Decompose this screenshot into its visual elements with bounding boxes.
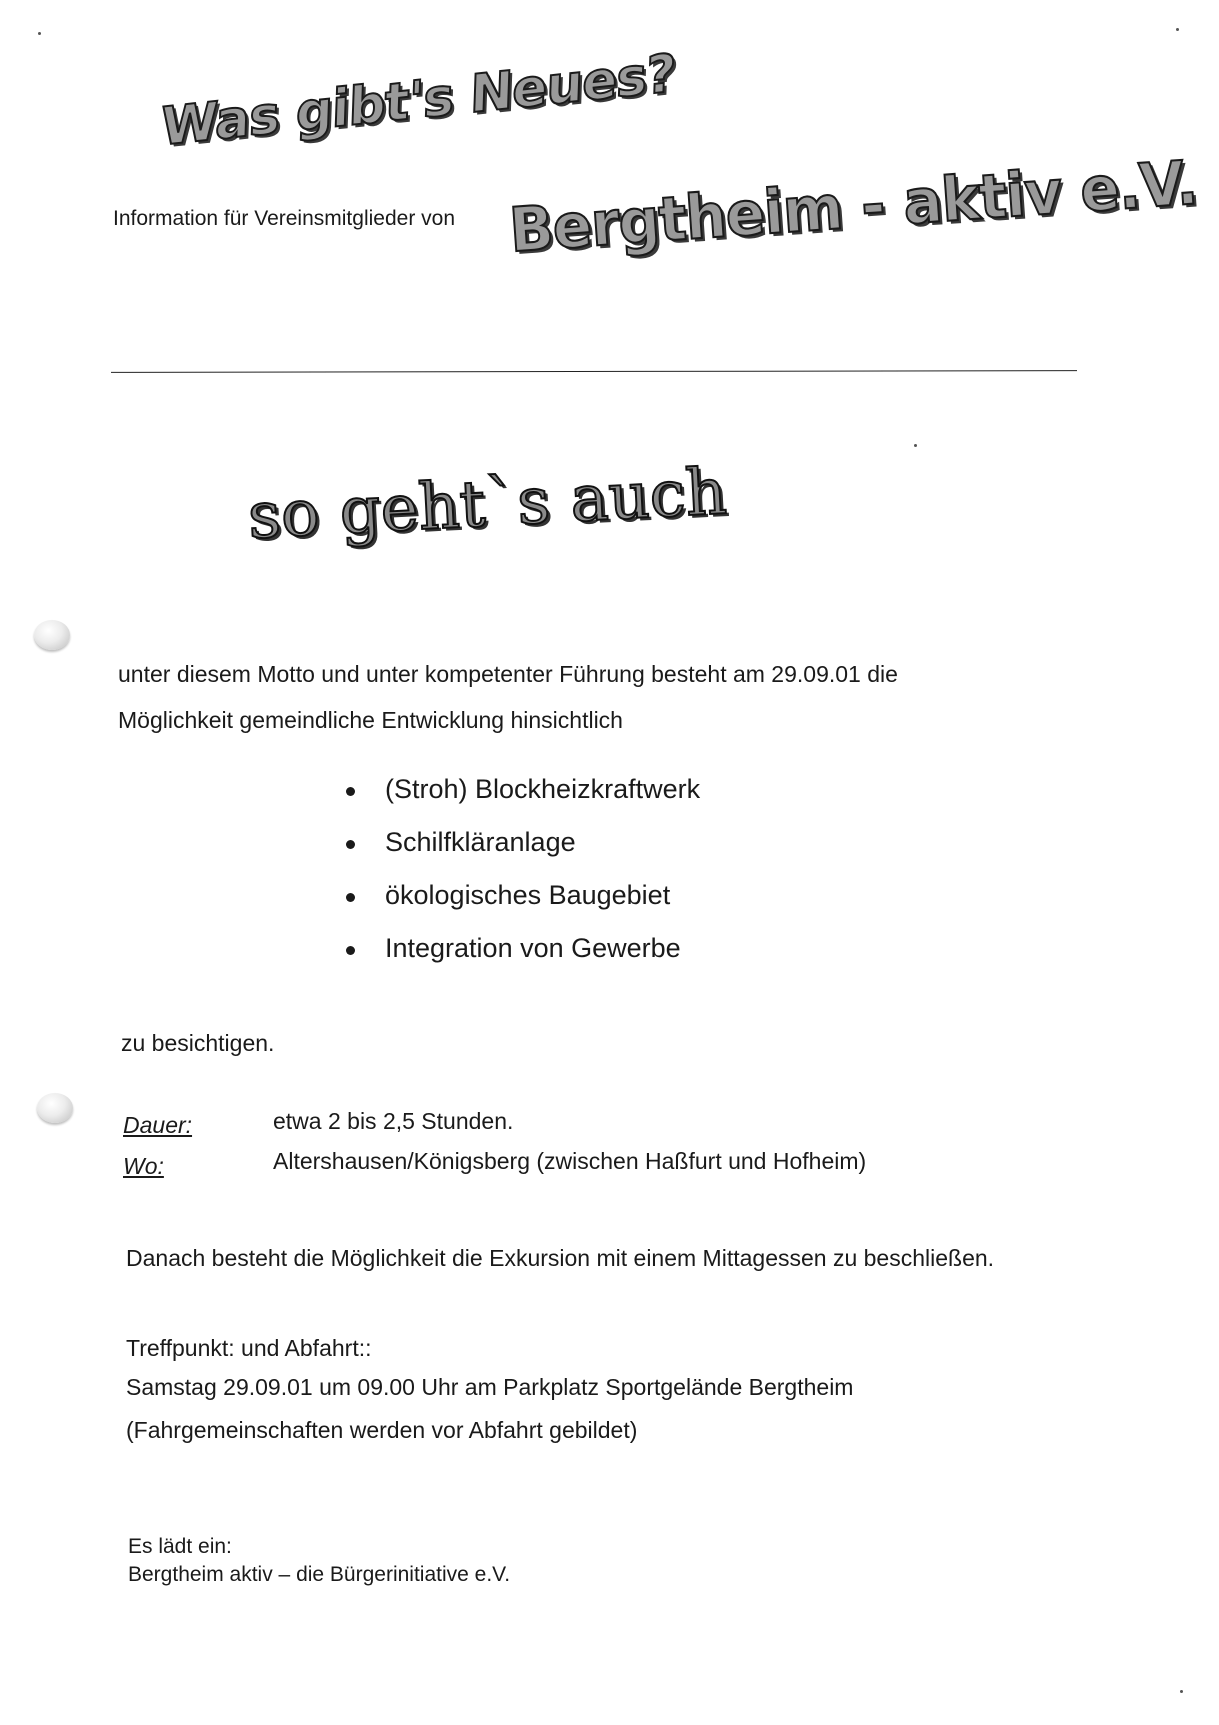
masthead-title: Was gibt's Neues? [160, 43, 677, 159]
carpool-note: (Fahrgemeinschaften werden vor Abfahrt gebildet) [126, 1417, 638, 1443]
intro-line: unter diesem Motto und unter kompetenter Führung besteht am 29.09.01 die [118, 661, 898, 687]
duration-label: Dauer: [123, 1112, 193, 1138]
header-divider [111, 370, 1077, 373]
list-item: Integration von Gewerbe [345, 933, 700, 986]
newsletter-subtitle: Information für Vereinsmitglieder von [113, 207, 455, 230]
punch-hole [37, 1093, 73, 1123]
organization-name: Bergtheim - aktiv e.V. [507, 146, 1200, 266]
topic-list [345, 774, 700, 986]
scan-speck [914, 444, 917, 447]
location-value: Altershausen/Königsberg (zwischen Haßfurt und Hofheim) [273, 1148, 867, 1174]
duration-value: etwa 2 bis 2,5 Stunden. [273, 1108, 514, 1134]
scan-speck [1176, 28, 1179, 31]
punch-hole [34, 620, 70, 650]
scan-speck [38, 32, 41, 35]
list-item: ökologisches Baugebiet [345, 880, 700, 933]
lunch-note: Danach besteht die Möglichkeit die Exkursion mit einem Mittagessen zu beschließen. [126, 1245, 995, 1271]
invitation-line: Es lädt ein: [128, 1535, 232, 1558]
list-item: (Stroh) Blockheizkraftwerk [345, 774, 700, 827]
invitation-signature: Bergtheim aktiv – die Bürgerinitiative e.V. [128, 1563, 511, 1586]
closing-phrase: zu besichtigen. [121, 1030, 275, 1056]
list-item: Schilfkläranlage [345, 827, 700, 880]
scan-speck [1180, 1690, 1183, 1693]
meeting-heading: Treffpunkt: und Abfahrt:: [126, 1335, 372, 1361]
motto-headline: so geht`s auch [246, 455, 729, 554]
intro-line: Möglichkeit gemeindliche Entwicklung hinsichtlich [118, 707, 623, 733]
meeting-time-place: Samstag 29.09.01 um 09.00 Uhr am Parkplatz Sportgelände Bergtheim [126, 1374, 854, 1400]
location-label: Wo: [123, 1153, 164, 1179]
